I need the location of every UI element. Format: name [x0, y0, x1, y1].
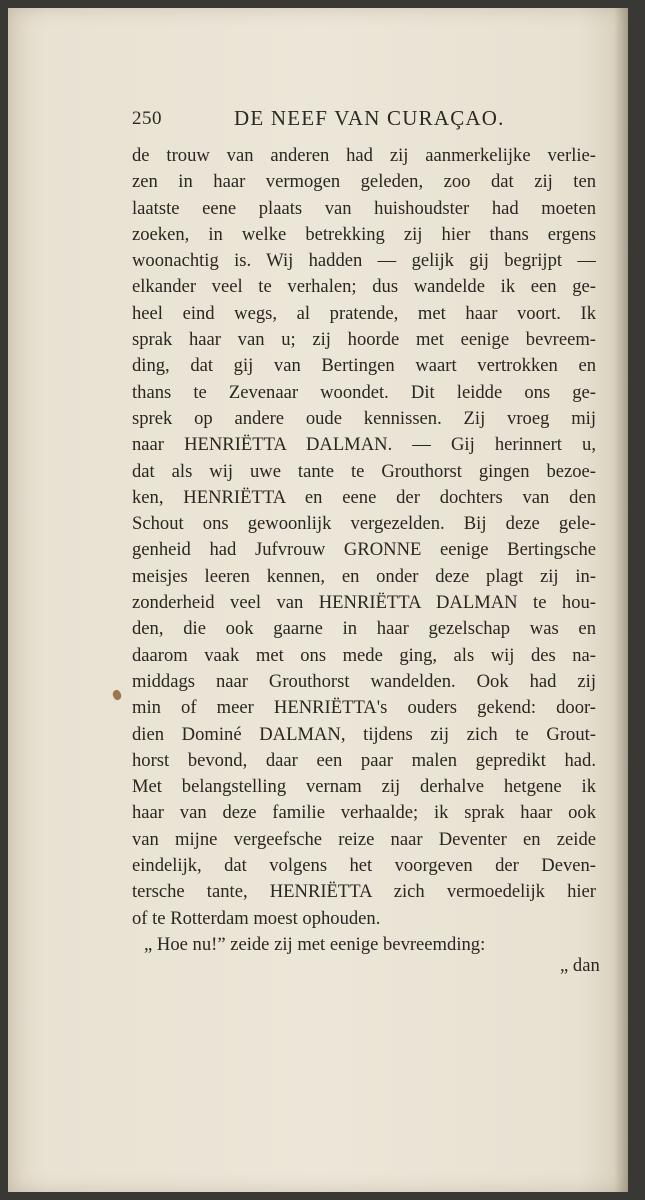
text-line: sprak haar van u; zij hoorde met eenige bevreem- [132, 329, 596, 351]
text-line: genheid had Jufvrouw GRONNE eenige Bertingsche [132, 539, 596, 561]
text-line: min of meer HENRIËTTA's ouders gekend: door- [132, 697, 596, 719]
text-line: meisjes leeren kennen, en onder deze plagt zij in- [132, 565, 596, 587]
text-line: dien Dominé DALMAN, tijdens zij zich te Grout- [132, 723, 596, 745]
text-line: zoeken, in welke betrekking zij hier thans ergens [132, 223, 596, 245]
text-line: zen in haar vermogen geleden, zoo dat zij ten [132, 171, 596, 193]
page-header [132, 104, 527, 134]
text-line: eindelijk, dat volgens het voorgeven der Deven- [132, 855, 596, 877]
text-line: elkander veel te verhalen; dus wandelde ik een ge- [132, 276, 596, 298]
text-line: woonachtig is. Wij hadden — gelijk gij begrijpt — [132, 250, 596, 272]
text-line: heel eind wegs, al pratende, met haar voort. Ik [132, 302, 596, 324]
text-line: de trouw van anderen had zij aanmerkelijke verlie- [132, 145, 596, 166]
text-line: horst bevond, daar een paar malen gepredikt had. [132, 749, 596, 771]
text-line: zonderheid veel van HENRIËTTA DALMAN te hou- [132, 592, 596, 614]
text-line: sprek op andere oude kennissen. Zij vroeg mij [132, 407, 596, 429]
running-title: DE NEEF VAN CURAÇAO. [234, 106, 505, 130]
text-line: ding, dat gij van Bertingen waart vertrokken en [132, 355, 596, 377]
text-line: haar van deze familie verhaalde; ik sprak haar ook [132, 802, 596, 824]
text-line: den, die ook gaarne in haar gezelschap was en [132, 618, 596, 640]
text-line: middags naar Grouthorst wandelden. Ook had zij [132, 670, 596, 692]
text-line: „ Hoe nu!” zeide zij met eenige bevreemding: [144, 933, 486, 955]
text-line: tersche tante, HENRIËTTA zich vermoedelijk hier [132, 881, 596, 903]
page-edge-shadow [614, 8, 628, 1192]
text-line: daarom vaak met ons mede ging, als wij des na- [132, 644, 596, 666]
text-line: dat als wij uwe tante te Grouthorst gingen bezoe- [132, 460, 596, 482]
text-line: naar HENRIËTTA DALMAN. — Gij herinnert u, [132, 434, 596, 456]
page-number: 250 [132, 108, 162, 129]
text-line: Schout ons gewoonlijk vergezelden. Bij deze gele- [132, 513, 596, 535]
text-line: van mijne vergeefsche reize naar Deventer en zeide [132, 828, 596, 850]
text-line: laatste eene plaats van huishoudster had moeten [132, 197, 596, 219]
catchword: „ dan [560, 955, 600, 976]
text-line: ken, HENRIËTTA en eene der dochters van den [132, 486, 596, 508]
text-line: thans te Zevenaar woondet. Dit leidde ons ge- [132, 381, 596, 403]
text-line: of te Rotterdam moest ophouden. [132, 907, 381, 929]
body-text [132, 143, 596, 958]
text-line: Met belangstelling vernam zij derhalve hetgene ik [132, 776, 596, 798]
